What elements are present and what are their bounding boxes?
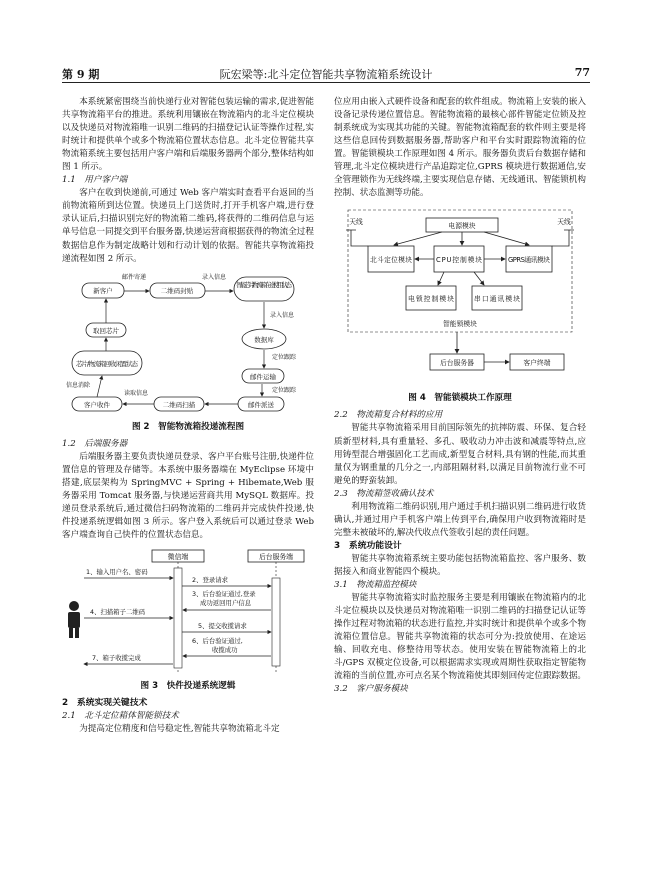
msg-4: 4、扫描箱子二维码 (90, 608, 146, 617)
label-idle: 芯片/物流箱回收闲置状态 (76, 359, 138, 368)
label-lock-module: 智能锁模块 (443, 320, 477, 329)
section-heading-1-2: 1.2 后端服务器 (62, 438, 128, 449)
paragraph: 后端服务器主要负责快递员登录、客户平台账号注册,快递件位置信息的管理及存储等。本系统中服务器端在 MyEclipse 环境中搭建,底层架构为 SpringMVC + Spring + Hibemate,Web 服务器采用 Tomcat 服务器,与快递运营商共用 MySQL 数据库。投递员登录系统后,通过微信扫码物流箱的二维码并完成快件投递,快件投递系统逻辑如图 3 所示。客户登入系统后可以通过登录 Web 客户端查询自己快件的位置状态信息。 (62, 451, 314, 540)
paragraph: 利用物流箱二维码识别,用户通过手机扫描识别二维码进行收货确认,并通过用户手机客户端上传到平台,确保用户收到物流箱时是完整未被破坏的,解决代收点代签收引起的责任问题。 (334, 501, 586, 538)
sequence-diagram (62, 548, 314, 678)
label-qr-seal: 二维码封贴 (160, 286, 194, 295)
msg-1: 1、输入用户名、密码 (86, 568, 148, 577)
section-heading-3-1: 3.1 物流箱监控模块 (334, 580, 417, 591)
running-title: 阮宏梁等:北斗定位智能共享物流箱系统设计 (219, 68, 433, 81)
label-new-customer: 新客户 (93, 286, 113, 295)
label-gprs: GPRS通讯模块 (508, 256, 550, 265)
label-delivery: 邮件派送 (248, 400, 274, 409)
figure-3-caption: 图 3 快件投递系统逻辑 (140, 681, 236, 692)
label-client: 客户终端 (523, 359, 551, 368)
right-column (334, 96, 586, 696)
edge-read: 读取信息 (124, 389, 149, 397)
edge-track-2: 定位跟踪 (272, 386, 297, 394)
label-antenna-2: 天线 (557, 218, 571, 227)
left-column (62, 96, 314, 736)
label-antenna-1: 天线 (349, 218, 363, 227)
paragraph: 本系统紧密围绕当前快递行业对智能包装运输的需求,促进智能共享物流箱平台的推进。系统利用镶嵌在物流箱内的北斗定位模块以及快递员对物流箱唯一识别二维码的扫描登记认证等操作过程,实时统计和提供单个或多个物流箱位置状态信息。北斗定位智能共享物流箱系统主要包括用户客户端和后端服务器两个部分,整体结构如图 1 所示。 (62, 97, 314, 173)
section-heading-2-3: 2.3 物流箱签收确认技术 (334, 488, 434, 499)
paragraph: 为提高定位精度和信号稳定性,智能共享物流箱北斗定 (79, 724, 280, 735)
edge-input-1: 录入信息 (202, 273, 227, 281)
issue-number: 第 9 期 (62, 68, 100, 81)
label-customer-receive: 客户收件 (84, 400, 110, 409)
label-cpu: CPU控制模块 (436, 256, 482, 265)
section-heading-1-1: 1.1 用户客户端 (62, 175, 128, 186)
label-chip-in-transit: 智能芯片/物流箱在途使用状态 (236, 280, 292, 289)
edge-input-2: 录入信息 (270, 311, 295, 319)
section-heading-3: 3 系统功能设计 (334, 540, 402, 551)
edge-clear: 信息消除 (66, 381, 91, 389)
msg-3a: 3、后台验证通过,登录 (192, 590, 256, 599)
page-number: 77 (574, 66, 590, 79)
label-transport: 邮件运输 (250, 372, 276, 381)
section-heading-2-1: 2.1 北斗定位箱体智能锁技术 (62, 711, 179, 722)
label-power: 电源模块 (448, 222, 476, 231)
paragraph: 客户在收到快递前,可通过 Web 客户端实时查看平台返回的当前物流箱所到达位置。快递员上门送货时,打开手机客户端,进行登录认证后,扫描识别完好的物流箱二维码,将获得的二维码信息与运单号信息一同提交到平台服务器,快递运营商根据获得的物流全过程数据信息作为制定战略计划和行动计划的依据。智能共享物流箱投递流程如图 2 所示。 (62, 188, 314, 264)
label-qr-scan: 二维码扫描 (162, 400, 196, 409)
label-server: 后台服务器 (440, 359, 474, 368)
msg-2: 2、登录请求 (192, 576, 229, 585)
label-beidou: 北斗定位模块 (370, 256, 412, 265)
edge-send: 邮件寄递 (122, 273, 147, 281)
paragraph: 智能共享物流箱采用目前国际领先的抗摔防震、环保、复合轻质新型材料,具有重量轻、多孔、吸收动力冲击波和减震等特点,应用铸型混合增强固化工艺而成,新型复合材料,具有钢的性能,而其重量仅为钢重量的几分之一,内部阻隔材料,以满足目前物流行业不可避免的野蛮装卸。 (334, 423, 586, 486)
figure-3 (62, 548, 314, 678)
label-lock-control: 电锁控制模块 (408, 295, 454, 304)
msg-6a: 6、后台验证通过, (192, 637, 243, 646)
label-server: 后台服务端 (259, 553, 293, 562)
user-figure-icon (68, 601, 80, 638)
label-serial: 串口通讯模块 (474, 295, 520, 304)
paragraph: 位应用由嵌入式硬件设备和配套的软件组成。物流箱上安装的嵌入设备记录传递位置信息。智能物流箱的最核心部件智能定位锁及控制系统成为实现其功能的关键。智能物流箱配套的软件则主要是将这些信息回传到数据服务器,帮助客户和平台实时跟踪物流箱的位置。智能锁模块工作原理如图 4 所示。服务器负责后台数据存储和管理,北斗定位模块进行产品追踪定位,GPRS 模块进行数据通信,安全管理锁作为无线终端,主要实现信息存储、无线通讯、智能锁机构控制、状态监测等功能。 (334, 97, 586, 199)
lock-module-diagram (334, 206, 586, 390)
paragraph: 智能共享物流箱实时监控服务主要是利用镶嵌在物流箱内的北斗定位模块以及快递员对物流箱唯一识别二维码的扫描登记认证等操作过程对物流箱的状态进行监控,并实时统计和提供单个或多个物流箱位置信息。智能共享物流箱的状态可分为:投放使用、在途运输、回收充电、修整待用等状态。使用安装在智能物流箱上的北斗/GPS 双模定位设备,可以根据需求实现或周期性获取指定智能物流箱的当前位置,亦可点名某个物流箱使其即刻回传定位跟踪数据。 (334, 593, 586, 682)
msg-5: 5、提交收揽请求 (198, 622, 247, 631)
figure-4 (334, 206, 586, 390)
figure-2-caption: 图 2 智能物流箱投递流程图 (131, 421, 245, 432)
label-wechat: 微信端 (167, 553, 189, 562)
msg-3b: 成功返回用户信息 (200, 599, 252, 608)
msg-6b: 收揽成功 (212, 646, 238, 655)
section-heading-2-2: 2.2 物流箱复合材料的应用 (334, 410, 443, 421)
running-header (62, 66, 590, 83)
edge-track: 定位跟踪 (272, 353, 297, 361)
figure-2 (62, 271, 314, 419)
paragraph: 智能共享物流箱系统主要功能包括物流箱监控、客户服务、数据接入和商业智能四个模块。 (334, 553, 586, 577)
section-heading-3-2: 3.2 客户服务模块 (334, 684, 408, 695)
label-take-chip: 取回芯片 (93, 326, 119, 335)
delivery-flowchart (62, 271, 314, 419)
section-heading-2: 2 系统实现关键技术 (62, 698, 148, 709)
figure-4-caption: 图 4 智能锁模块工作原理 (408, 393, 512, 404)
label-database: 数据库 (254, 335, 274, 344)
msg-7: 7、箱子收揽完成 (92, 654, 141, 663)
